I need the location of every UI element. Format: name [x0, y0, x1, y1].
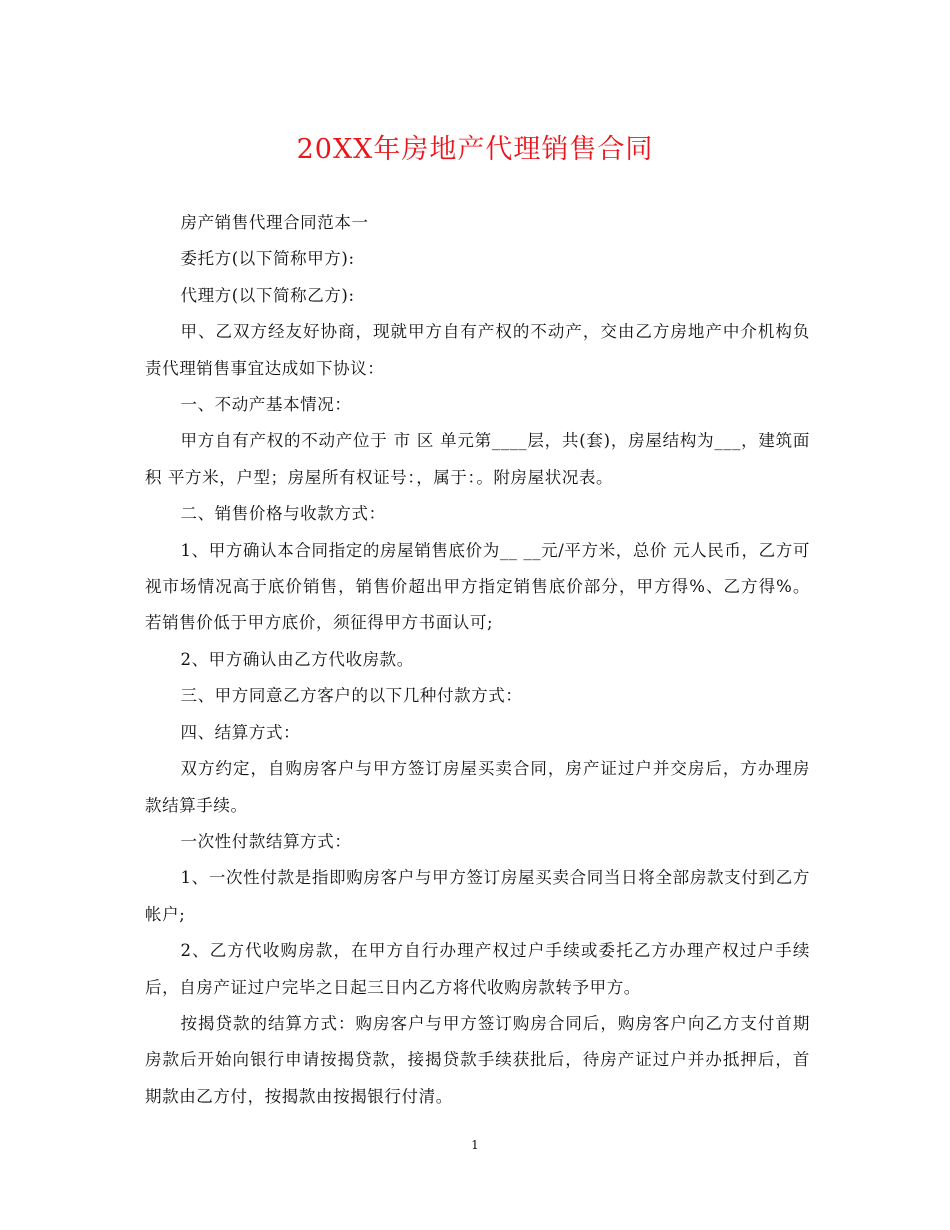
page-number: 1 [471, 1138, 479, 1152]
paragraph-agent: 代理方(以下简称乙方): [180, 285, 355, 305]
paragraph-preamble: 甲、乙双方经友好协商，现就甲方自有产权的不动产，交由乙方房地产中介机构负责代理销售事宜达成如下协议： [145, 322, 810, 378]
subheading-lump-sum: 一次性付款结算方式： [180, 831, 352, 851]
paragraph-property-details: 甲方自有产权的不动产位于 市 区 单元第____层，共(套)，房屋结构为___，建筑面积 平方米，户型；房屋所有权证号：，属于：。附房屋状况表。 [145, 431, 810, 487]
section-heading-payment-methods: 三、甲方同意乙方客户的以下几种付款方式： [180, 686, 523, 706]
document-title: 20XX年房地产代理销售合同 [296, 134, 654, 165]
paragraph-lump-sum-definition: 1、一次性付款是指即购房客户与甲方签订房屋买卖合同当日将全部房款支付到乙方帐户; [145, 868, 810, 924]
paragraph-settlement-agreement: 双方约定，自购房客户与甲方签订房屋买卖合同，房产证过户并交房后，方办理房款结算手续。 [145, 759, 810, 815]
section-heading-price-payment: 二、销售价格与收款方式： [180, 504, 386, 524]
paragraph-principal: 委托方(以下简称甲方): [180, 249, 355, 269]
paragraph-payment-collection: 2、甲方确认由乙方代收房款。 [180, 649, 414, 669]
paragraph-base-price: 1、甲方确认本合同指定的房屋销售底价为__ __元/平方米，总价 元人民币，乙方可视市场情况高于底价销售，销售价超出甲方指定销售底价部分，甲方得%、乙方得%。若销售价低于甲方底价，须征得甲方书面认可; [145, 540, 810, 633]
section-heading-property-info: 一、不动产基本情况： [180, 395, 352, 415]
paragraph-contract-template-heading: 房产销售代理合同范本一 [180, 213, 369, 232]
section-heading-settlement: 四、结算方式： [180, 722, 301, 742]
paragraph-mortgage-settlement: 按揭贷款的结算方式：购房客户与甲方签订购房合同后，购房客户向乙方支付首期房款后开始向银行申请按揭贷款，接揭贷款手续获批后，待房产证过户并办抵押后，首期款由乙方付，按揭款由按揭银行付清。 [145, 1013, 810, 1106]
document-body [145, 205, 810, 1115]
paragraph-lump-sum-transfer: 2、乙方代收购房款，在甲方自行办理产权过户手续或委托乙方办理产权过户手续后，自房产证过户完毕之日起三日内乙方将代收购房款转予甲方。 [145, 941, 810, 997]
